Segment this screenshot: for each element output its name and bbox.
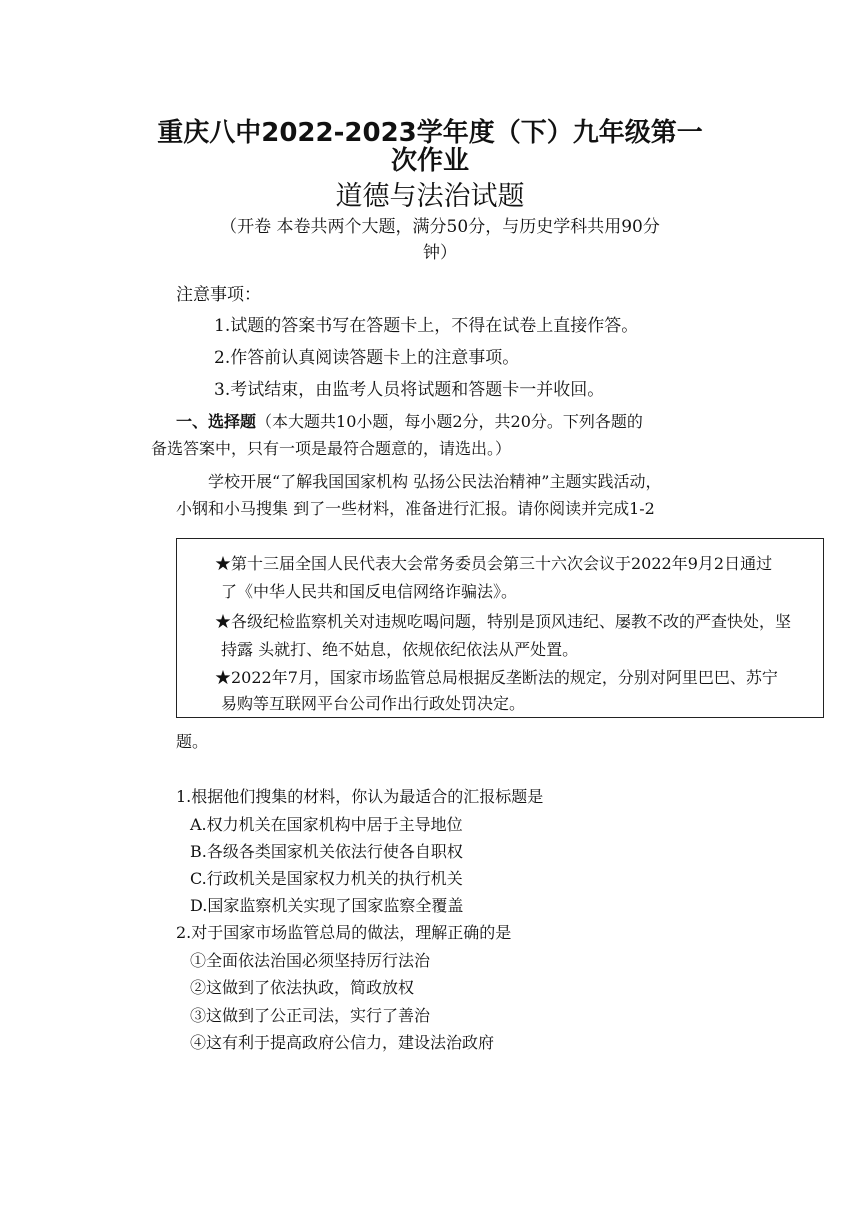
intro-end: 题。 xyxy=(176,732,209,751)
section-1-header xyxy=(176,409,643,432)
intro-line-2: 小钢和小马搜集 到了一些材料，准备进行汇报。请你阅读并完成1-2 xyxy=(176,499,655,518)
material-line-1: ★第十三届全国人民代表大会常务委员会第三十六次会议于2022年9月2日通过 xyxy=(215,554,773,573)
section-1-desc-2: 备选答案中，只有一项是最符合题意的，请选出。） xyxy=(151,439,512,458)
intro-line-1: 学校开展“了解我国国家机构 弘扬公民法治精神”主题实践活动， xyxy=(208,472,662,491)
material-line-4: 持露 头就打、绝不姑息，依规依纪依法从严处置。 xyxy=(221,640,579,659)
q2-option-4: ④这有利于提高政府公信力，建设法治政府 xyxy=(190,1033,495,1052)
q2-option-2: ②这做到了依法执政，简政放权 xyxy=(190,978,415,997)
material-line-2: 了《中华人民共和国反电信网络诈骗法》。 xyxy=(221,582,518,601)
title-line-2: 次作业 xyxy=(390,146,469,176)
q1-option-c: C.行政机关是国家权力机关的执行机关 xyxy=(190,869,463,888)
notice-item-2: 2.作答前认真阅读答题卡上的注意事项。 xyxy=(214,348,520,368)
title-line-1: 重庆八中2022-2023学年度（下）九年级第一 xyxy=(157,118,703,148)
exam-note xyxy=(170,214,710,266)
q1-stem: 1.根据他们搜集的材料，你认为最适合的汇报标题是 xyxy=(176,787,544,806)
material-line-5: ★2022年7月，国家市场监管总局根据反垄断法的规定，分别对阿里巴巴、苏宁 xyxy=(215,668,778,687)
notice-item-1: 1.试题的答案书写在答题卡上，不得在试卷上直接作答。 xyxy=(214,316,639,336)
q2-stem: 2.对于国家市场监管总局的做法，理解正确的是 xyxy=(176,923,512,942)
exam-note-line-2: 钟） xyxy=(423,243,457,263)
notice-heading: 注意事项： xyxy=(176,285,261,305)
exam-note-line-1: （开卷 本卷共两个大题，满分50分，与历史学科共用90分 xyxy=(220,217,660,237)
material-line-3: ★各级纪检监察机关对违规吃喝问题，特别是顶风违纪、屡教不改的严查快处，坚 xyxy=(215,612,792,631)
q1-option-a: A.权力机关在国家机构中居于主导地位 xyxy=(190,815,463,834)
material-box xyxy=(176,538,824,718)
subtitle: 道德与法治试题 xyxy=(335,181,525,212)
q2-option-1: ①全面依法治国必须坚持厉行法治 xyxy=(190,951,431,970)
material-line-6: 易购等互联网平台公司作出行政处罚决定。 xyxy=(221,694,526,713)
section-1-heading: 一、选择题 xyxy=(176,412,257,431)
q1-option-b: B.各级各类国家机关依法行使各自职权 xyxy=(190,842,463,861)
q2-option-3: ③这做到了公正司法，实行了善治 xyxy=(190,1006,431,1025)
q1-option-d: D.国家监察机关实现了国家监察全覆盖 xyxy=(190,896,464,915)
section-1-desc-1: （本大题共10小题，每小题2分，共20分。下列各题的 xyxy=(256,412,643,431)
notice-item-3: 3.考试结束，由监考人员将试题和答题卡一并收回。 xyxy=(214,380,605,400)
